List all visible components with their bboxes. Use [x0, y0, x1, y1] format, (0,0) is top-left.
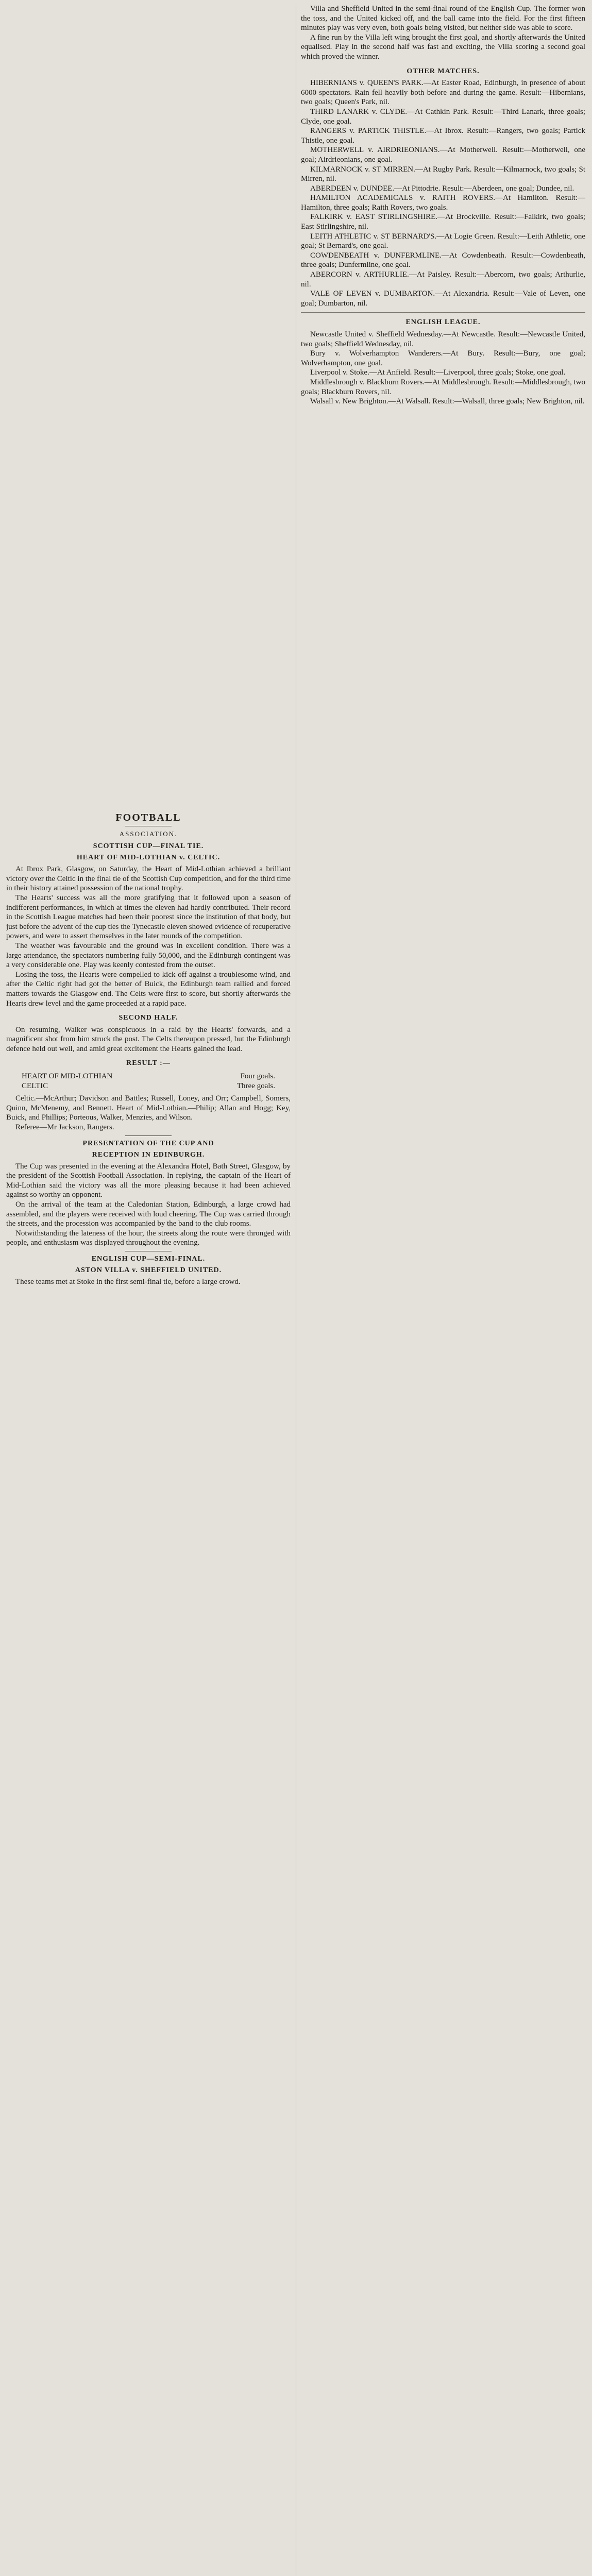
english-cup-subhead: ASTON VILLA v. SHEFFIELD UNITED. [75, 1266, 222, 1274]
team-lineups: Celtic.—McArthur; Davidson and Battles; Russell, Loney, and Orr; Campbell, Somers, Quinn, McMenemy, and Bennett. Heart of Mid-Lothian.—Philip; Allan and Hogg; Key, Buick, and Phillips; Porteous, Walker, Menzies, and Wilson. [6, 1094, 291, 1122]
report-paragraph: Villa and Sheffield United in the semi-final round of the English Cup. The former won the toss, and the United kicked off, and the ball came into the field. For the first fifteen minutes play was very even, both goals being visited, but neither side was able to score. [301, 5, 585, 32]
score-row [6, 1072, 291, 1081]
report-paragraph: A fine run by the Villa left wing brought the first goal, and shortly afterwards the United equalised. Play in the second half was fast and exciting, the Villa scoring a second goal which proved the winner. [301, 33, 585, 61]
right-column [301, 4, 585, 2576]
match-result: HIBERNIANS v. QUEEN'S PARK.—At Easter Road, Edinburgh, in presence of about 6000 spectators. Rain fell heavily both before and during the game. Result:—Hibernians, two goals; Queen's Park, nil. [301, 79, 585, 107]
league-result: Bury v. Wolverhampton Wanderers.—At Bury. Result:—Bury, one goal; Wolverhampton, one goal. [301, 349, 585, 367]
match-report [6, 865, 291, 1054]
presentation-paragraph: Notwithstanding the lateness of the hour, the streets along the route were thronged with people, and enthusiasm was displayed throughout the evening. [6, 1229, 291, 1247]
match-headline-1: SCOTTISH CUP—FINAL TIE. [93, 842, 204, 851]
report-paragraph: The Hearts' success was all the more gratifying that it followed upon a season of indifferent performances, in which at times the eleven had hardly contributed. Their record in the Scottish League matches had been their poorest since the institution of that body, but just before the advent of the cup ties the Tynecastle eleven showed evidence of recuperative powers, and were to assert themselves in the later rounds of the competition. [6, 893, 291, 941]
presentation-headline-1: PRESENTATION OF THE CUP AND [82, 1139, 214, 1147]
presentation-headline-2: RECEPTION IN EDINBURGH. [92, 1150, 205, 1159]
faded-upper-region [6, 4, 291, 808]
english-cup-paragraph: These teams met at Stoke in the first semi-final tie, before a large crowd. [15, 1277, 241, 1286]
score-list [6, 1072, 291, 1091]
match-result: COWDENBEATH v. DUNFERMLINE.—At Cowdenbeath. Result:—Cowdenbeath, three goals; Dunfermline, one goal. [301, 251, 585, 269]
match-result: THIRD LANARK v. CLYDE.—At Cathkin Park. Result:—Third Lanark, three goals; Clyde, one goal. [301, 107, 585, 126]
section-heading [6, 813, 291, 839]
continued-report [301, 4, 585, 62]
report-paragraph: Losing the toss, the Hearts were compelled to kick off against a troublesome wind, and after the Celtic right had got the better of Buick, the Edinburgh team rallied and forced matters towards the Glasgow end. The Celts were first to score, but shortly afterwards the Hearts drew level and the game proceeded at a rapid pace. [6, 970, 291, 1008]
league-result: Middlesbrough v. Blackburn Rovers.—At Middlesbrough. Result:—Middlesbrough, two goals; Blackburn Rovers, nil. [301, 378, 585, 396]
score-team: HEART OF MID-LOTHIAN [22, 1072, 113, 1081]
score-team: CELTIC [22, 1081, 48, 1090]
league-result: Newcastle United v. Sheffield Wednesday.—At Newcastle. Result:—Newcastle United, two goals; Sheffield Wednesday, nil. [301, 330, 585, 348]
score-value: Four goals. [240, 1072, 275, 1081]
league-result: Liverpool v. Stoke.—At Anfield. Result:—Liverpool, three goals; Stoke, one goal. [310, 368, 566, 377]
score-value: Three goals. [236, 1081, 275, 1090]
section-title: FOOTBALL [115, 812, 181, 823]
left-column [6, 4, 291, 2576]
other-matches-heading: OTHER MATCHES. [407, 67, 480, 75]
english-cup-headline: ENGLISH CUP—SEMI-FINAL. [91, 1255, 206, 1263]
league-result: Walsall v. New Brighton.—At Walsall. Result:—Walsall, three goals; New Brighton, nil. [310, 397, 585, 406]
match-result: HAMILTON ACADEMICALS v. RAITH ROVERS.—At Hamilton. Result:—Hamilton, three goals; Raith Rovers, two goals. [301, 194, 585, 212]
match-result: ABERDEEN v. DUNDEE.—At Pittodrie. Result:—Aberdeen, one goal; Dundee, nil. [310, 184, 574, 193]
section-subtitle: ASSOCIATION. [119, 829, 178, 838]
presentation-paragraph: The Cup was presented in the evening at the Alexandra Hotel, Bath Street, Glasgow, by the president of the Scottish Football Association. In replying, the captain of the Heart of Mid-Lothian said the victory was all the more pleasing because it had been achieved against so worthy an opponent. [6, 1162, 291, 1199]
divider-rule [301, 312, 585, 313]
match-result: MOTHERWELL v. AIRDRIEONIANS.—At Motherwell. Result:—Motherwell, one goal; Airdrieonians, one goal. [301, 146, 585, 164]
match-result: RANGERS v. PARTICK THISTLE.—At Ibrox. Result:—Rangers, two goals; Partick Thistle, one goal. [301, 127, 585, 145]
report-paragraph: The weather was favourable and the ground was in excellent condition. There was a large attendance, the spectators numbering fully 50,000, and the Edinburgh contingent was a very considerable one. Play was keenly contested from the outset. [6, 941, 291, 970]
score-row [6, 1081, 291, 1091]
referee-line: Referee—Mr Jackson, Rangers. [15, 1123, 114, 1132]
match-result: VALE OF LEVEN v. DUMBARTON.—At Alexandria. Result:—Vale of Leven, one goal; Dumbarton, nil. [301, 290, 585, 308]
report-paragraph: At Ibrox Park, Glasgow, on Saturday, the Heart of Mid-Lothian achieved a brilliant victory over the Celtic in the final tie of the Scottish Cup competition, and for the third time in their history attained possession of the national trophy. [6, 865, 291, 893]
match-result: KILMARNOCK v. ST MIRREN.—At Rugby Park. Result:—Kilmarnock, two goals; St Mirren, nil. [301, 165, 585, 183]
report-paragraph: On resuming, Walker was conspicuous in a raid by the Hearts' forwards, and a magnificent shot from him struck the post. The Celts thereupon pressed, but the Edinburgh defence held out well, and amid great excitement the Hearts gained the lead. [6, 1025, 291, 1053]
match-headline-2: HEART OF MID-LOTHIAN v. CELTIC. [76, 854, 221, 862]
match-result: ABERCORN v. ARTHURLIE.—At Paisley. Result:—Abercorn, two goals; Arthurlie, nil. [301, 270, 585, 289]
result-heading: RESULT :— [126, 1059, 171, 1067]
match-result: FALKIRK v. EAST STIRLINGSHIRE.—At Brockville. Result:—Falkirk, two goals; East Stirlingshire, nil. [301, 213, 585, 231]
second-half-heading: SECOND HALF. [119, 1014, 178, 1022]
match-result: LEITH ATHLETIC v. ST BERNARD'S.—At Logie Green. Result:—Leith Athletic, one goal; St Bernard's, one goal. [301, 232, 585, 250]
english-league-heading: ENGLISH LEAGUE. [405, 318, 481, 327]
presentation-paragraph: On the arrival of the team at the Caledonian Station, Edinburgh, a large crowd had assembled, and the players were received with loud cheering. The Cup was carried through the streets, and the procession was accompanied by the band to the club rooms. [6, 1200, 291, 1228]
